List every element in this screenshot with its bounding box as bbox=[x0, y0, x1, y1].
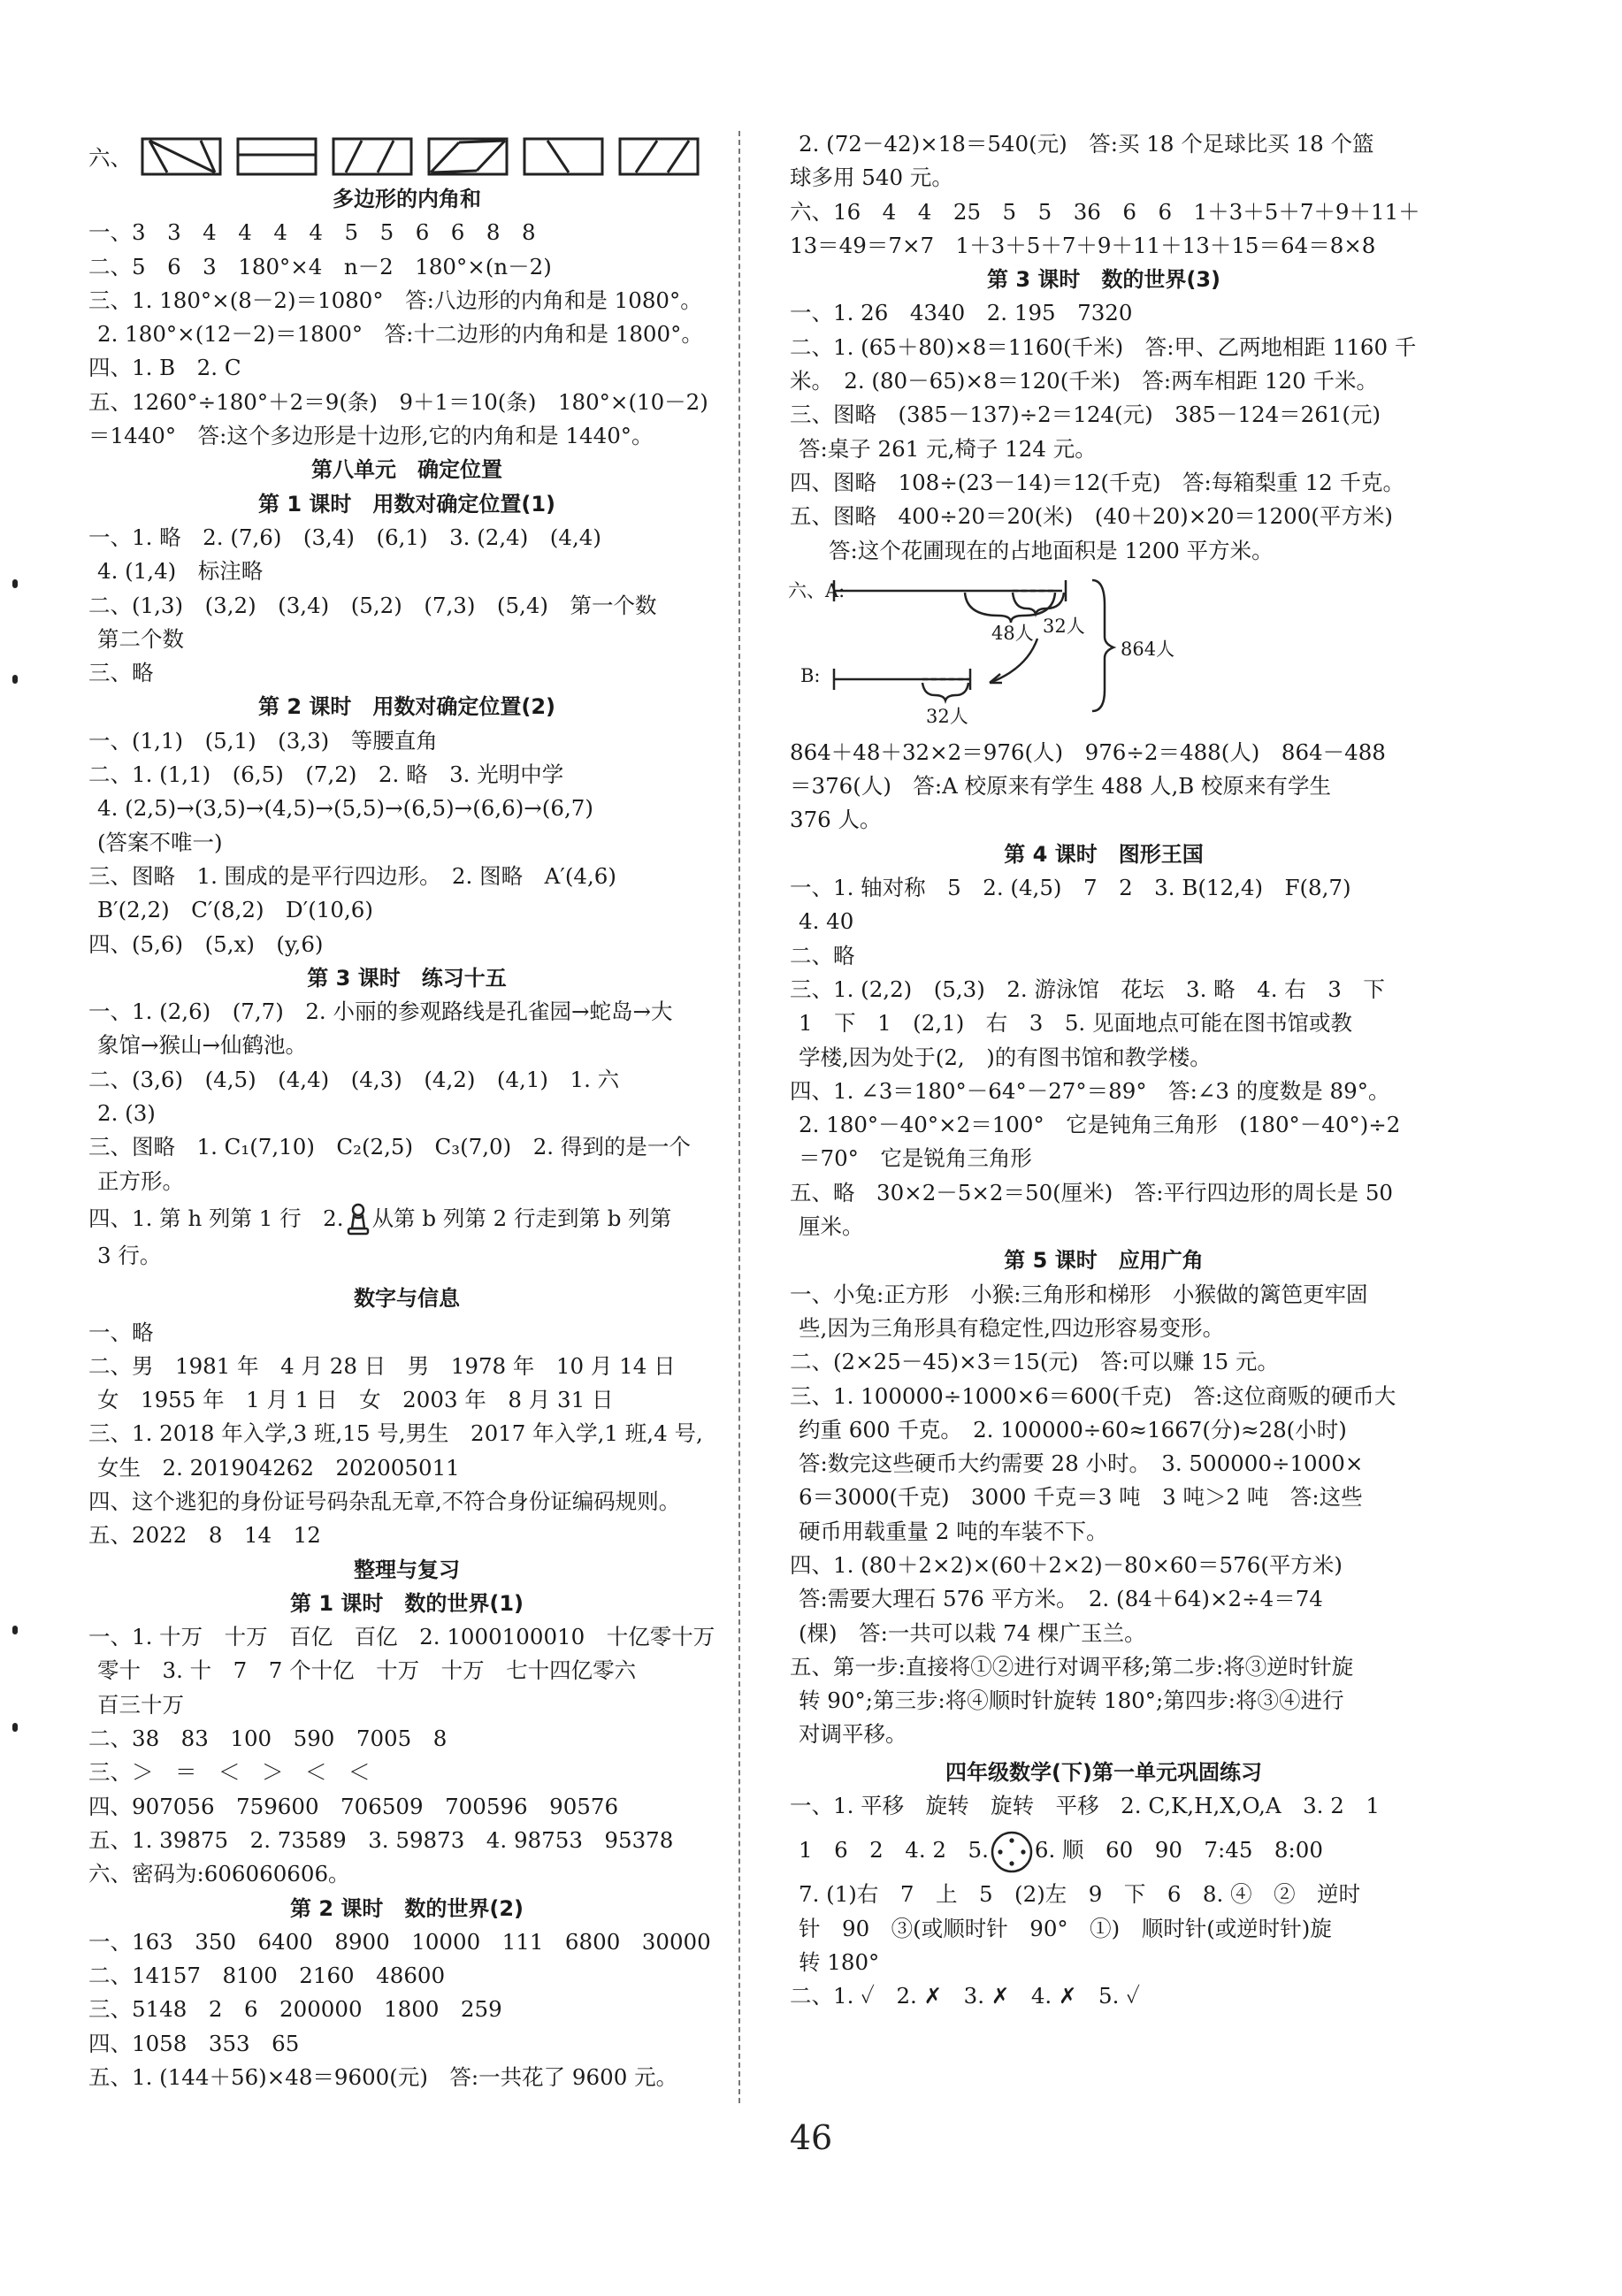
lesson-heading: 第 5 课时 应用广角 bbox=[1004, 1248, 1204, 1274]
answer-line: 女 1955 年 1 月 1 日 女 2003 年 8 月 31 日 bbox=[97, 1387, 614, 1413]
lesson-answers bbox=[88, 1620, 725, 1891]
unit-answers bbox=[790, 1789, 1418, 2013]
answer-line: 一、(1,1) (5,1) (3,3) 等腰直角 bbox=[88, 727, 438, 754]
segment-label-32: 32人 bbox=[1043, 615, 1085, 637]
answer-line: 三、图略 1. C₁(7,10) C₂(2,5) C₃(7,0) 2. 得到的是一个 bbox=[88, 1134, 691, 1160]
right-column bbox=[790, 127, 1418, 2014]
answer-line: 二、(3,6) (4,5) (4,4) (4,3) (4,2) (4,1) 1. 六 bbox=[88, 1066, 620, 1092]
parallelogram-icon bbox=[333, 139, 411, 174]
answer-line: 些,因为三角形具有稳定性,四边形容易变形。 bbox=[799, 1314, 1225, 1341]
answer-line: 三、1. 2018 年入学,3 班,15 号,男生 2017 年入学,1 班,4 号, bbox=[88, 1420, 703, 1447]
answer-line: 四、907056 759600 706509 700596 90576 bbox=[88, 1793, 619, 1819]
segment-label-32: 32人 bbox=[926, 705, 968, 727]
answer-line: 四、1. ∠3＝180°－64°－27°＝89° 答:∠3 的度数是 89°。 bbox=[790, 1077, 1390, 1104]
answer-line: 一、略 bbox=[88, 1319, 154, 1345]
answer-line: 第二个数 bbox=[97, 625, 184, 652]
binding-hole-mark bbox=[12, 675, 18, 684]
answer-line: 五、图略 400÷20＝20(米) (40＋20)×20＝1200(平方米) bbox=[790, 503, 1393, 530]
answer-line: 三、图略 1. 围成的是平行四边形。 2. 图略 A′(4,6) bbox=[88, 862, 616, 889]
lesson-answers bbox=[790, 871, 1418, 1244]
answer-line: 答:桌子 261 元,椅子 124 元。 bbox=[799, 435, 1097, 462]
lesson-heading: 第 3 课时 练习十五 bbox=[307, 965, 507, 991]
total-label: 864人 bbox=[1121, 638, 1175, 660]
answer-line: 二、1. ✓ 2. ✗ 3. ✗ 4. ✗ 5. ✓ bbox=[790, 1983, 1141, 2009]
answer-line: 三、图略 (385－137)÷2＝124(元) 385－124＝261(元) bbox=[790, 402, 1381, 428]
answer-line: 四、1. (80＋2×2)×(60＋2×2)－80×60＝576(平方米) bbox=[790, 1551, 1343, 1578]
answer-line: 二、略 bbox=[790, 942, 855, 968]
answer-line: 二、男 1981 年 4 月 28 日 男 1978 年 10 月 14 日 bbox=[88, 1352, 676, 1379]
answer-line: 二、14157 8100 2160 48600 bbox=[88, 1963, 446, 1989]
answer-line: (棵) 答:一共可以栽 74 棵广玉兰。 bbox=[799, 1619, 1146, 1646]
section-answers bbox=[88, 1316, 725, 1553]
answer-line: 2. (3) bbox=[97, 1100, 156, 1127]
answer-line: 米。 2. (80－65)×8＝120(千米) 答:两车相距 120 千米。 bbox=[790, 368, 1378, 394]
answer-line: 376 人。 bbox=[790, 807, 882, 833]
answer-line: 球多用 540 元。 bbox=[790, 165, 953, 191]
answer-line: ＝376(人) 答:A 校原来有学生 488 人,B 校原来有学生 bbox=[790, 773, 1332, 800]
answer-line: (答案不唯一) bbox=[97, 829, 223, 855]
answer-line: 二、(2×25－45)×3＝15(元) 答:可以赚 15 元。 bbox=[790, 1349, 1279, 1375]
lesson-heading: 第 2 课时 用数对确定位置(2) bbox=[257, 694, 556, 720]
answer-line: 一、1. (2,6) (7,7) 2. 小丽的参观路线是孔雀园→蛇岛→大 bbox=[88, 999, 673, 1025]
answer-line: 转 180° bbox=[799, 1948, 880, 1975]
answer-line: 六、密码为:606060606。 bbox=[88, 1861, 350, 1887]
answer-line: 3 行。 bbox=[97, 1242, 162, 1268]
lesson-answers bbox=[790, 736, 1418, 838]
answer-text: 从第 b 列第 2 行走到第 b 列第 bbox=[371, 1205, 672, 1231]
answer-line: 4. (1,4) 标注略 bbox=[97, 558, 264, 585]
answer-line: 百三十万 bbox=[97, 1691, 184, 1718]
lesson-answers bbox=[88, 1925, 725, 2094]
answer-line: 四、1. B 2. C bbox=[88, 355, 241, 381]
lesson-heading: 第 1 课时 用数对确定位置(1) bbox=[257, 491, 556, 517]
answer-line: 2. 180°×(12－2)＝1800° 答:十二边形的内角和是 1800°。 bbox=[97, 321, 703, 348]
answer-text: 四、1. 第 h 列第 1 行 2. bbox=[88, 1205, 344, 1231]
segment-label-b: B: bbox=[800, 664, 821, 686]
parallelogram-icon bbox=[429, 139, 507, 174]
answer-line: 五、2022 8 14 12 bbox=[88, 1522, 321, 1549]
answer-line: 四、图略 108÷(23－14)＝12(千克) 答:每箱梨重 12 千克。 bbox=[790, 469, 1405, 495]
figure-row bbox=[88, 131, 725, 182]
answer-line: 6＝3000(千克) 3000 千克＝3 吨 3 吨＞2 吨 答:这些 bbox=[799, 1484, 1363, 1511]
unit-heading: 第八单元 确定位置 bbox=[311, 457, 502, 483]
line-segment-diagram bbox=[790, 570, 1418, 731]
binding-hole-mark bbox=[12, 1723, 18, 1732]
answer-line: 二、38 83 100 590 7005 8 bbox=[88, 1726, 448, 1752]
answer-line: 零十 3. 十 7 7 个十亿 十万 十万 七十四亿零六 bbox=[97, 1657, 637, 1684]
section-heading: 整理与复习 bbox=[354, 1557, 460, 1582]
answer-line: 二、5 6 3 180°×4 n－2 180°×(n－2) bbox=[88, 253, 552, 279]
answer-line: 学楼,因为处于(2, )的有图书馆和教学楼。 bbox=[799, 1044, 1212, 1070]
lines-icon bbox=[238, 139, 316, 174]
answer-line: 三、1. 100000÷1000×6＝600(千克) 答:这位商贩的硬币大 bbox=[790, 1382, 1396, 1409]
answer-line: 厘米。 bbox=[799, 1213, 864, 1240]
section-heading: 多边形的内角和 bbox=[333, 187, 481, 211]
segment-label-48: 48人 bbox=[991, 622, 1034, 644]
lesson-answers bbox=[88, 521, 725, 690]
binding-hole-mark bbox=[12, 1626, 18, 1634]
page-number: 46 bbox=[789, 2118, 833, 2157]
column-divider bbox=[738, 131, 740, 2103]
figure-shapes bbox=[141, 134, 707, 180]
answer-line: 四、这个逃犯的身份证号码杂乱无章,不符合身份证编码规则。 bbox=[88, 1488, 681, 1514]
question-label: 六、 bbox=[88, 144, 132, 171]
answer-line: 4. 40 bbox=[799, 908, 854, 935]
chess-pawn-icon bbox=[344, 1202, 372, 1237]
answer-line: 一、1. 平移 旋转 旋转 平移 2. C,K,H,X,O,A 3. 2 1 bbox=[790, 1793, 1380, 1819]
segment-lines bbox=[790, 570, 1285, 731]
answer-line: 一、1. 略 2. (7,6) (3,4) (6,1) 3. (2,4) (4,4) bbox=[88, 524, 601, 550]
answer-text: 1 6 2 4. 2 5. bbox=[799, 1837, 989, 1864]
trapezoid-icon bbox=[524, 139, 602, 174]
answer-line: 二、1. (65＋80)×8＝1160(千米) 答:甲、乙两地相距 1160 千 bbox=[790, 333, 1417, 360]
answer-line: 三、略 bbox=[88, 660, 154, 686]
answer-line: 一、1. 十万 十万 百亿 百亿 2. 1000100010 十亿零十万 bbox=[88, 1624, 715, 1650]
answer-line: 三、5148 2 6 200000 1800 259 bbox=[88, 1996, 502, 2023]
lesson-answers bbox=[88, 995, 725, 1273]
answer-line: 2. 180°－40°×2＝100° 它是钝角三角形 (180°－40°)÷2 bbox=[799, 1112, 1401, 1138]
answer-line: 四、(5,6) (5,x) (y,6) bbox=[88, 930, 324, 957]
question-label: 六、A: bbox=[788, 579, 845, 601]
answer-line: 864＋48＋32×2＝976(人) 976÷2＝488(人) 864－488 bbox=[790, 739, 1386, 765]
answer-line: 六、16 4 4 25 5 5 36 6 6 1＋3＋5＋7＋9＋11＋ bbox=[790, 198, 1420, 225]
answer-line bbox=[88, 1198, 725, 1239]
answer-line: 一、163 350 6400 8900 10000 111 6800 30000 bbox=[88, 1928, 711, 1955]
answer-line: 4. (2,5)→(3,5)→(4,5)→(5,5)→(6,5)→(6,6)→(6,7) bbox=[97, 795, 593, 822]
section-heading: 数字与信息 bbox=[354, 1286, 460, 1312]
lesson-heading: 第 1 课时 数的世界(1) bbox=[289, 1590, 524, 1616]
answer-line: 五、1. (144＋56)×48＝9600(元) 答:一共花了 9600 元。 bbox=[88, 2064, 678, 2091]
answer-line: 四、1058 353 65 bbox=[88, 2030, 300, 2056]
lesson-answers bbox=[790, 296, 1418, 567]
answer-line: 针 90 ③(或顺时针 90° ①) 顺时针(或逆时针)旋 bbox=[799, 1915, 1332, 1941]
answer-line: 转 90°;第三步:将④顺时针旋转 180°;第四步:将③④进行 bbox=[799, 1688, 1344, 1714]
lesson-answers bbox=[88, 724, 725, 961]
answer-text: 6. 顺 60 90 7:45 8:00 bbox=[1034, 1837, 1323, 1864]
binding-hole-mark bbox=[12, 579, 18, 588]
answer-line: 7. (1)右 7 上 5 (2)左 9 下 6 8. ④ ② 逆时 bbox=[799, 1881, 1361, 1908]
answer-line: 五、略 30×2－5×2＝50(厘米) 答:平行四边形的周长是 50 bbox=[790, 1179, 1394, 1205]
answer-line: 五、1. 39875 2. 73589 3. 59873 4. 98753 95378 bbox=[88, 1826, 674, 1853]
answer-line: B′(2,2) C′(8,2) D′(10,6) bbox=[97, 897, 373, 923]
lesson-answers bbox=[790, 1278, 1418, 1752]
answer-line: 约重 600 千克。 2. 100000÷60≈1667(分)≈28(小时) bbox=[799, 1416, 1347, 1443]
answer-line: 硬币用载重量 2 吨的车装不下。 bbox=[799, 1518, 1108, 1544]
answer-line: ＝70° 它是锐角三角形 bbox=[799, 1145, 1032, 1172]
answer-line: 正方形。 bbox=[97, 1167, 184, 1194]
polygon-answers bbox=[88, 216, 725, 453]
answer-line: 答:需要大理石 576 平方米。 2. (84＋64)×2÷4＝74 bbox=[799, 1586, 1323, 1612]
answer-line: 二、(1,3) (3,2) (3,4) (5,2) (7,3) (5,4) 第一个数 bbox=[88, 592, 657, 618]
answer-line: 对调平移。 bbox=[799, 1721, 907, 1748]
answer-line: 五、1260°÷180°＋2＝9(条) 9＋1＝10(条) 180°×(10－2) bbox=[88, 388, 708, 415]
answer-line: 1 下 1 (2,1) 右 3 5. 见面地点可能在图书馆或教 bbox=[799, 1010, 1353, 1037]
lesson-heading: 第 3 课时 数的世界(3) bbox=[986, 267, 1221, 293]
answer-line: ＝1440° 答:这个多边形是十边形,它的内角和是 1440°。 bbox=[88, 423, 654, 449]
answer-line: 一、小兔:正方形 小猴:三角形和梯形 小猴做的篱笆更牢固 bbox=[790, 1281, 1368, 1307]
answer-line: 2. (72－42)×18＝540(元) 答:买 18 个足球比买 18 个篮 bbox=[799, 131, 1374, 157]
answer-line: 13＝49＝7×7 1＋3＋5＋7＋9＋11＋13＋15＝64＝8×8 bbox=[790, 232, 1376, 258]
clock-face-icon bbox=[989, 1829, 1035, 1875]
answer-line: 象馆→猴山→仙鹤池。 bbox=[97, 1032, 308, 1059]
answer-line: 一、3 3 4 4 4 4 5 5 6 6 8 8 bbox=[88, 219, 536, 246]
answer-line: 五、第一步:直接将①②进行对调平移;第二步:将③逆时针旋 bbox=[790, 1653, 1354, 1680]
answer-line: 一、1. 26 4340 2. 195 7320 bbox=[790, 300, 1133, 326]
answer-line: 三、1. 180°×(8－2)＝1080° 答:八边形的内角和是 1080°。 bbox=[88, 287, 702, 313]
answer-line bbox=[790, 1823, 1418, 1878]
answer-line: 答:数完这些硬币大约需要 28 小时。 3. 500000÷1000× bbox=[799, 1450, 1364, 1477]
answer-line: 三、＞ ＝ ＜ ＞ ＜ ＜ bbox=[88, 1759, 371, 1786]
answer-line: 三、1. (2,2) (5,3) 2. 游泳馆 花坛 3. 略 4. 右 3 下 bbox=[790, 976, 1385, 1002]
answer-line: 二、1. (1,1) (6,5) (7,2) 2. 略 3. 光明中学 bbox=[88, 762, 564, 788]
left-column bbox=[88, 131, 725, 2094]
answer-line: 答:这个花圃现在的占地面积是 1200 平方米。 bbox=[829, 537, 1274, 563]
answer-line: 女生 2. 201904262 202005011 bbox=[97, 1454, 460, 1481]
unit-heading: 四年级数学(下)第一单元巩固练习 bbox=[945, 1759, 1262, 1785]
lesson-heading: 第 2 课时 数的世界(2) bbox=[289, 1895, 524, 1921]
answer-line: 一、1. 轴对称 5 2. (4,5) 7 2 3. B(12,4) F(8,7) bbox=[790, 875, 1351, 901]
lesson-heading: 第 4 课时 图形王国 bbox=[1004, 841, 1204, 867]
